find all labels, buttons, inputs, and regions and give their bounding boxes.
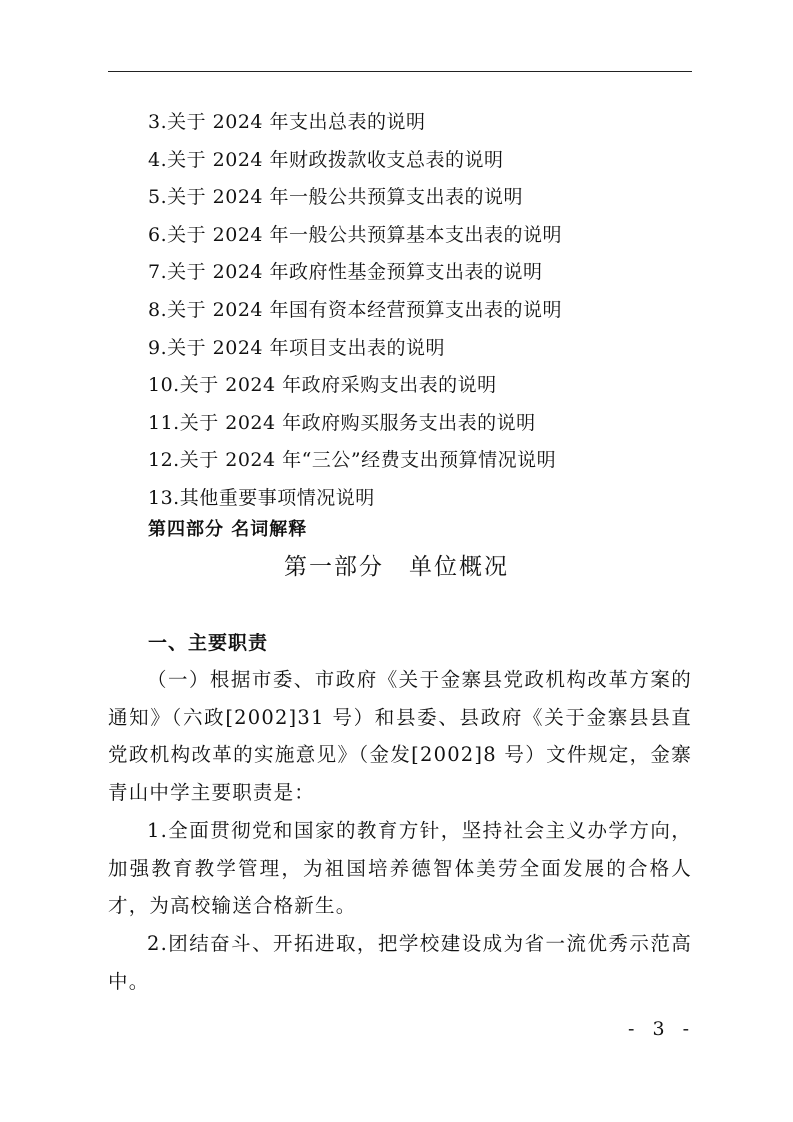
table-of-contents (148, 104, 708, 518)
header-rule (108, 71, 692, 72)
toc-item: 12.关于 2024 年“三公”经费支出预算情况说明 (148, 449, 557, 472)
toc-item: 11.关于 2024 年政府购买服务支出表的说明 (148, 411, 536, 434)
toc-item: 3.关于 2024 年支出总表的说明 (148, 111, 426, 133)
paragraph-duty-2 (108, 925, 692, 1000)
section-title: 第一部分 单位概况 (284, 554, 509, 580)
toc-item: 4.关于 2024 年财政拨款收支总表的说明 (148, 148, 504, 171)
paragraph-text: （一）根据市委、市政府《关于金寨县党政机构改革方案的通知》（六政[2002]31 号）和县委、县政府《关于金寨县县直党政机构改革的实施意见》（金发[2002]8 号）文件规定，金寨青山中学主要职责是： (108, 668, 692, 804)
paragraph-text: 2.团结奋斗、开拓进取，把学校建设成为省一流优秀示范高中。 (108, 932, 692, 993)
toc-item: 5.关于 2024 年一般公共预算支出表的说明 (148, 186, 524, 209)
toc-item: 7.关于 2024 年政府性基金预算支出表的说明 (148, 261, 543, 284)
toc-item: 9.关于 2024 年项目支出表的说明 (148, 336, 446, 359)
main-duties-heading: 一、主要职责 (148, 632, 269, 654)
toc-item: 6.关于 2024 年一般公共预算基本支出表的说明 (148, 223, 563, 246)
paragraph-text: 1.全面贯彻党和国家的教育方针，坚持社会主义办学方向，加强教育教学管理，为祖国培养德智体美劳全面发展的合格人才，为高校输送合格新生。 (108, 819, 692, 917)
toc-item: 13.其他重要事项情况说明 (148, 486, 375, 509)
paragraph-duty-1 (108, 812, 692, 925)
toc-item: 8.关于 2024 年国有资本经营预算支出表的说明 (148, 298, 563, 321)
paragraph-intro (108, 661, 692, 811)
page-number: - 3 - (627, 1018, 695, 1040)
part-four-heading: 第四部分 名词解释 (148, 519, 308, 540)
toc-item: 10.关于 2024 年政府采购支出表的说明 (148, 374, 497, 397)
